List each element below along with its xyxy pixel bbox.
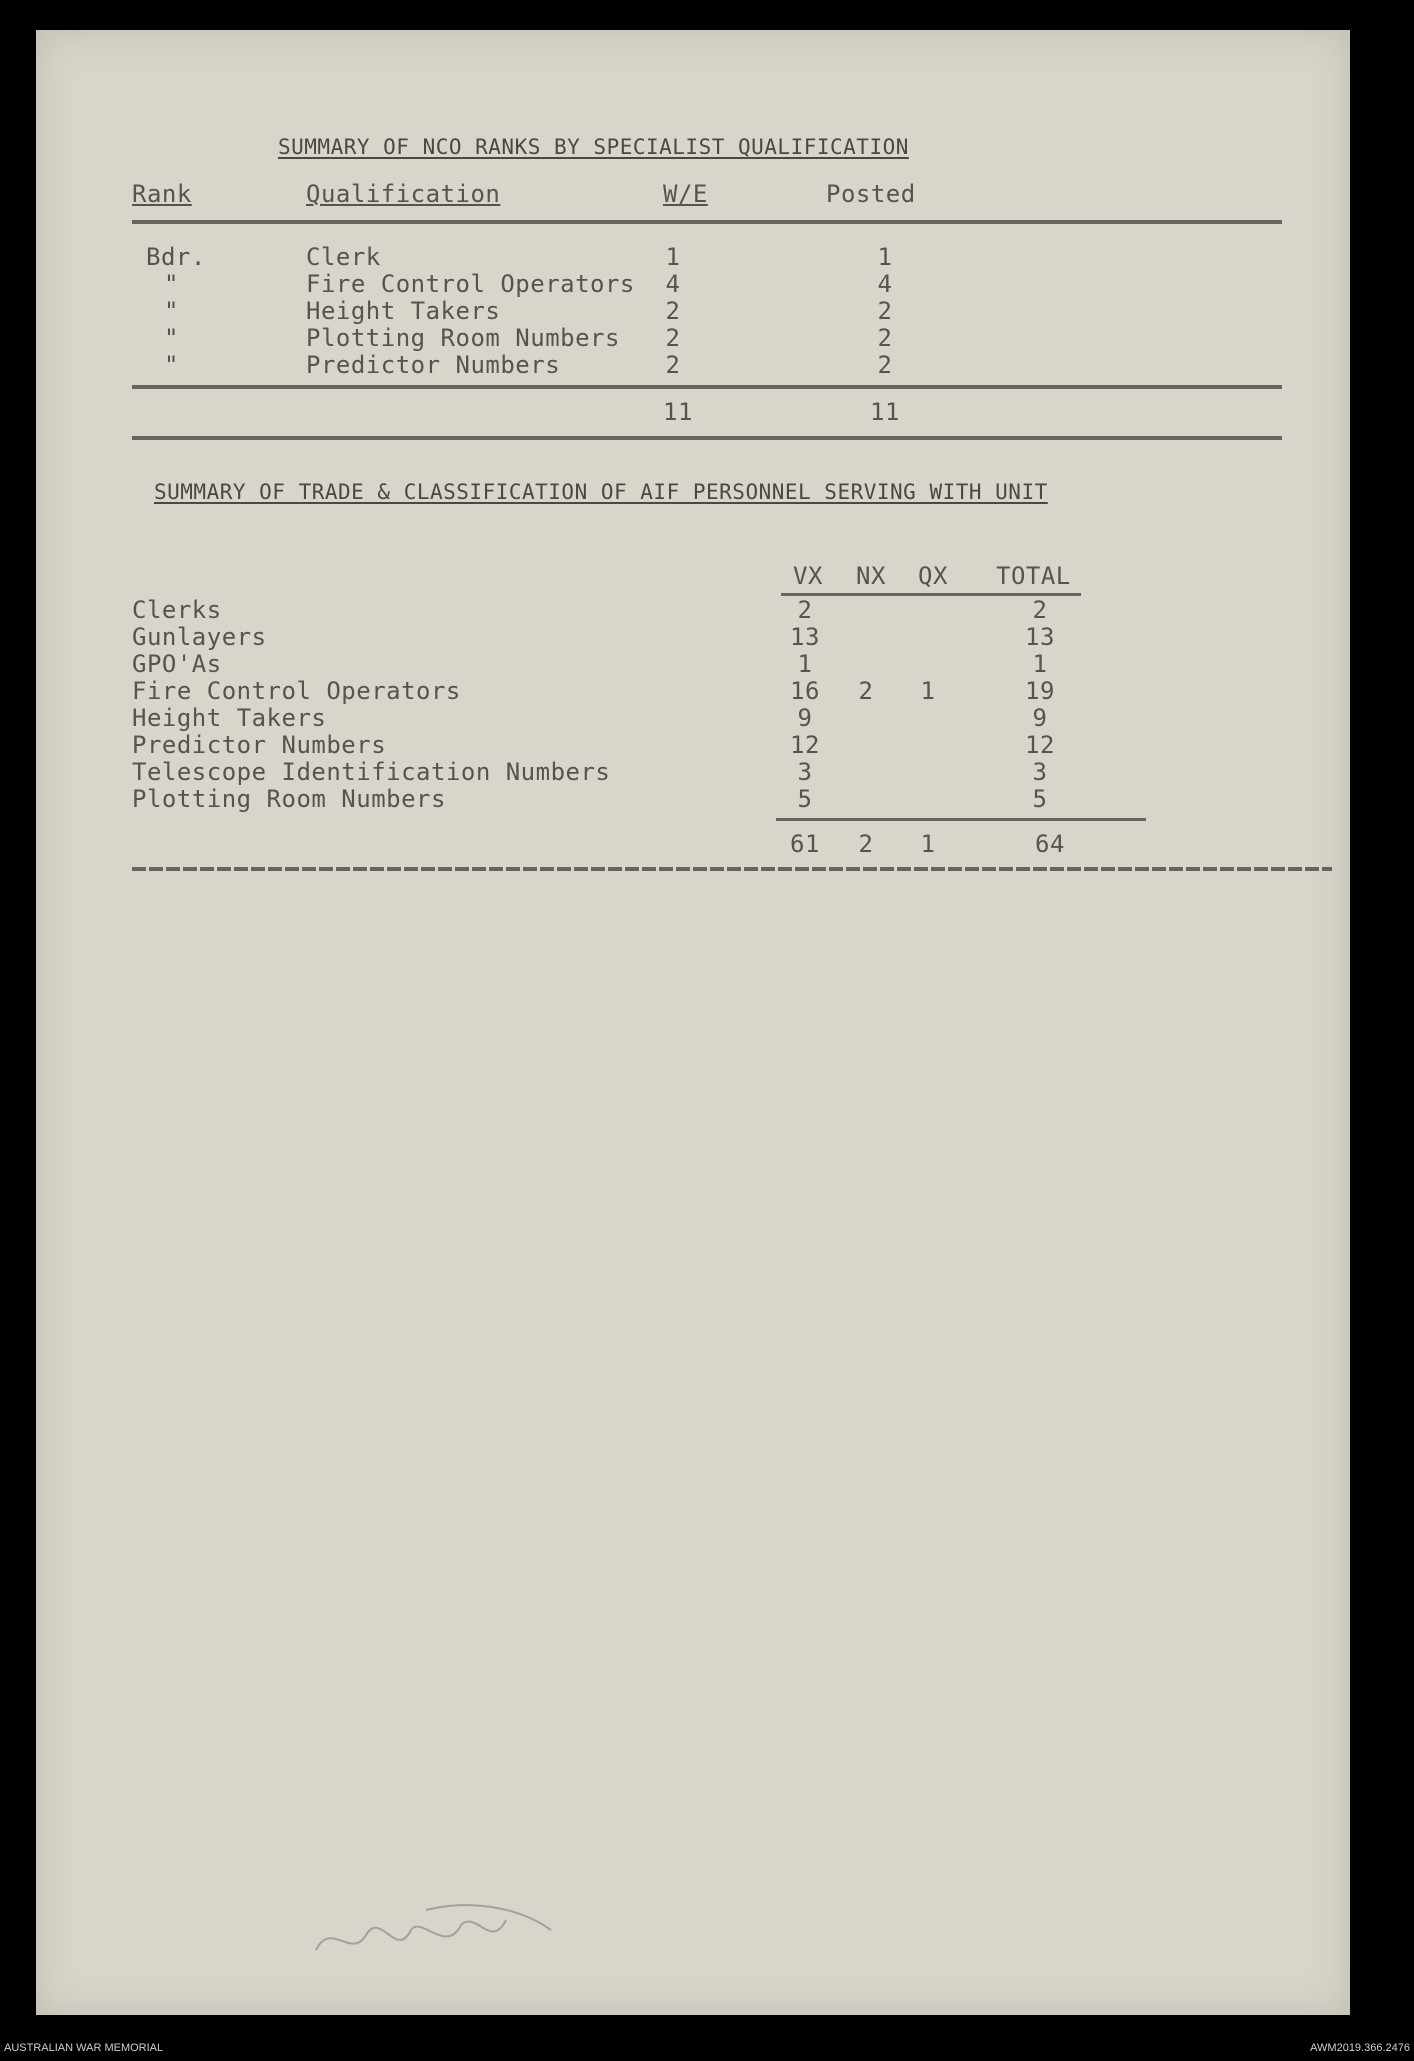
trade-vx: 5 bbox=[797, 785, 813, 813]
trade-nx: 2 bbox=[858, 677, 874, 705]
nco-header-rank: Rank bbox=[132, 180, 192, 208]
nco-we: 2 bbox=[665, 324, 681, 352]
trade-qx: 1 bbox=[920, 677, 936, 705]
nco-qualification: Plotting Room Numbers bbox=[306, 324, 620, 352]
trade-vx: 2 bbox=[797, 596, 813, 624]
nco-qualification: Clerk bbox=[306, 243, 381, 271]
nco-end-rule bbox=[132, 436, 1282, 440]
trade-total-qx: 1 bbox=[920, 830, 936, 858]
trade-name: Predictor Numbers bbox=[132, 731, 387, 759]
trade-total-vx: 61 bbox=[790, 830, 820, 858]
trade-header-vx: VX bbox=[793, 562, 823, 590]
nco-we: 2 bbox=[665, 297, 681, 325]
trade-total: 19 bbox=[1025, 677, 1055, 705]
trade-name: Telescope Identification Numbers bbox=[132, 758, 611, 786]
nco-header-we: W/E bbox=[663, 180, 708, 208]
nco-rank: " bbox=[164, 324, 179, 352]
nco-summary-title: SUMMARY OF NCO RANKS BY SPECIALIST QUALIFICATION bbox=[278, 135, 909, 159]
trade-end-rule bbox=[132, 867, 1332, 871]
trade-total: 1 bbox=[1032, 650, 1048, 678]
trade-name: Height Takers bbox=[132, 704, 327, 732]
nco-header-posted: Posted bbox=[826, 180, 916, 208]
trade-total-total: 64 bbox=[1035, 830, 1065, 858]
trade-total: 5 bbox=[1032, 785, 1048, 813]
nco-header-rule bbox=[132, 220, 1282, 224]
trade-total: 3 bbox=[1032, 758, 1048, 786]
nco-posted: 4 bbox=[877, 270, 893, 298]
trade-total-rule bbox=[776, 818, 1146, 821]
footer-institution: AUSTRALIAN WAR MEMORIAL bbox=[4, 2042, 164, 2054]
nco-posted: 2 bbox=[877, 297, 893, 325]
footer-accession: AWM2019.366.2476 bbox=[1310, 2042, 1410, 2054]
nco-posted: 1 bbox=[877, 243, 893, 271]
trade-name: Gunlayers bbox=[132, 623, 267, 651]
nco-rank: " bbox=[164, 270, 179, 298]
trade-header-qx: QX bbox=[918, 562, 948, 590]
trade-vx: 16 bbox=[790, 677, 820, 705]
trade-vx: 13 bbox=[790, 623, 820, 651]
trade-summary-title: SUMMARY OF TRADE & CLASSIFICATION OF AIF PERSONNEL SERVING WITH UNIT bbox=[154, 480, 1048, 504]
document-sheet bbox=[36, 30, 1350, 2015]
trade-name: Clerks bbox=[132, 596, 222, 624]
nco-header-qualification: Qualification bbox=[306, 180, 501, 208]
nco-total-posted: 11 bbox=[870, 398, 900, 426]
trade-total: 13 bbox=[1025, 623, 1055, 651]
signature-mark bbox=[306, 1890, 566, 1980]
nco-rank: Bdr. bbox=[146, 243, 206, 271]
trade-vx: 1 bbox=[797, 650, 813, 678]
trade-name: Plotting Room Numbers bbox=[132, 785, 446, 813]
nco-we: 2 bbox=[665, 351, 681, 379]
nco-posted: 2 bbox=[877, 351, 893, 379]
trade-total: 12 bbox=[1025, 731, 1055, 759]
trade-header-nx: NX bbox=[856, 562, 886, 590]
trade-vx: 12 bbox=[790, 731, 820, 759]
trade-name: GPO'As bbox=[132, 650, 222, 678]
trade-vx: 3 bbox=[797, 758, 813, 786]
nco-rank: " bbox=[164, 351, 179, 379]
nco-qualification: Fire Control Operators bbox=[306, 270, 635, 298]
nco-posted: 2 bbox=[877, 324, 893, 352]
nco-total-rule bbox=[132, 385, 1282, 389]
trade-vx: 9 bbox=[797, 704, 813, 732]
nco-qualification: Predictor Numbers bbox=[306, 351, 561, 379]
trade-name: Fire Control Operators bbox=[132, 677, 461, 705]
nco-we: 1 bbox=[665, 243, 681, 271]
nco-we: 4 bbox=[665, 270, 681, 298]
trade-total: 9 bbox=[1032, 704, 1048, 732]
nco-rank: " bbox=[164, 297, 179, 325]
nco-qualification: Height Takers bbox=[306, 297, 501, 325]
nco-total-we: 11 bbox=[663, 398, 693, 426]
trade-total: 2 bbox=[1032, 596, 1048, 624]
trade-total-nx: 2 bbox=[858, 830, 874, 858]
trade-header-total: TOTAL bbox=[996, 562, 1071, 590]
